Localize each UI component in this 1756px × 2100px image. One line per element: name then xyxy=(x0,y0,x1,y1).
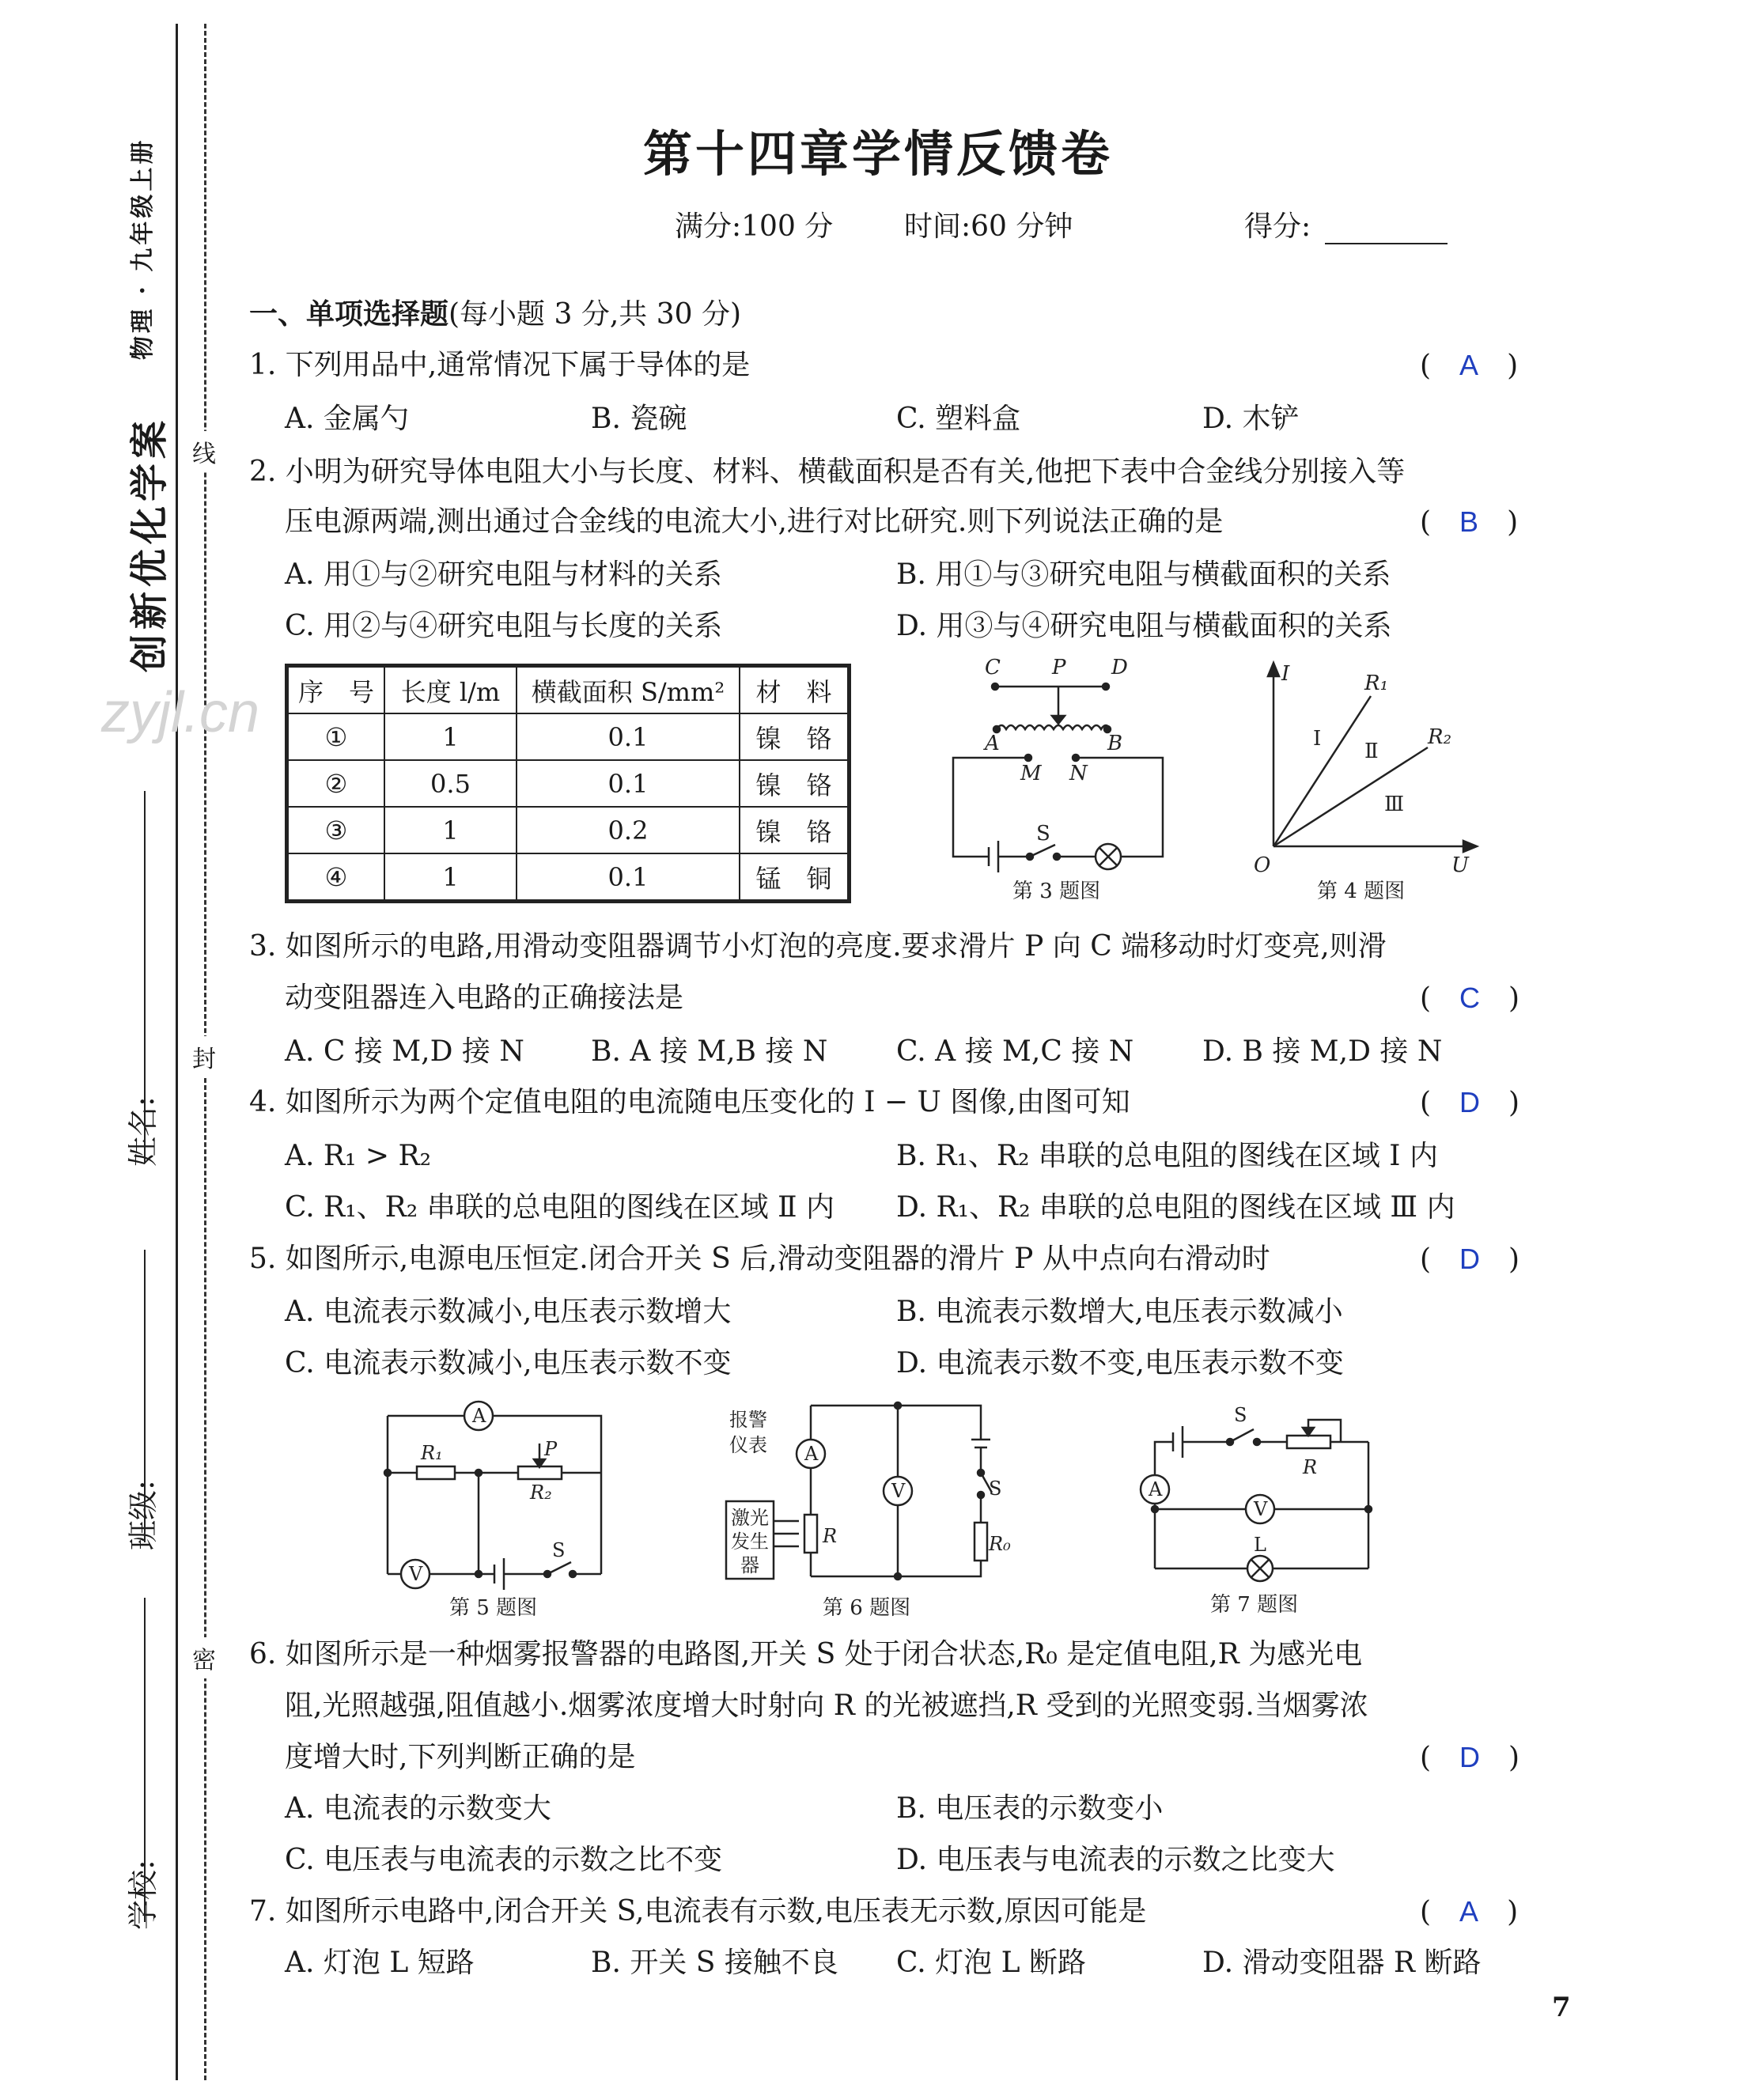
book-title: 物理 · 九年级上册 xyxy=(129,137,157,360)
q3-option-d: D. B 接 M,D 接 N xyxy=(1202,1035,1443,1068)
fig6-switch: S xyxy=(989,1478,1002,1500)
fig5-ammeter: A xyxy=(472,1405,486,1427)
table-cell: 镍 铬 xyxy=(740,713,848,760)
table-cell: 0.1 xyxy=(517,853,740,900)
q4-option-c: C. R₁、R₂ 串联的总电阻的图线在区域 Ⅱ 内 xyxy=(285,1191,835,1224)
fig5-voltmeter: V xyxy=(409,1563,423,1585)
fig5-label-r1: R₁ xyxy=(421,1442,443,1464)
page-number: 7 xyxy=(1552,1992,1571,2023)
q2-option-d: D. 用③与④研究电阻与横截面积的关系 xyxy=(896,610,1392,642)
fig6-circuit xyxy=(720,1396,1011,1594)
fig3-label-c: C xyxy=(985,656,1001,679)
q7-option-b: B. 开关 S 接触不良 xyxy=(591,1947,838,1979)
fig5-circuit xyxy=(372,1396,617,1594)
q7-answer: ( A ) xyxy=(1420,1895,1519,1928)
fig3-label-d: D xyxy=(1111,656,1128,679)
q5-answer: ( D ) xyxy=(1420,1243,1520,1276)
table-cell: 0.1 xyxy=(517,760,740,807)
q6-stem-line3: 度增大时,下列判断正确的是 xyxy=(285,1741,636,1773)
fig4-iu-graph xyxy=(1246,656,1483,878)
fig7-switch: S xyxy=(1234,1404,1247,1426)
fig7-caption: 第 7 题图 xyxy=(1210,1593,1299,1617)
q7-answer-letter: A xyxy=(1459,1895,1479,1928)
fig4-region-1: Ⅰ xyxy=(1313,727,1322,751)
fig4-caption: 第 4 题图 xyxy=(1317,880,1406,903)
score-blank[interactable] xyxy=(1325,243,1448,244)
q1-option-d: D. 木铲 xyxy=(1202,403,1300,435)
q6-option-d: D. 电压表与电流表的示数之比变大 xyxy=(896,1844,1335,1876)
fig3-label-p: P xyxy=(1052,656,1066,679)
fig4-axis-u: U xyxy=(1451,853,1469,877)
q6-answer: ( D ) xyxy=(1420,1741,1520,1774)
section-title: 一、单项选择题 xyxy=(249,297,449,331)
cut-mark-line: 线 xyxy=(192,431,216,472)
q3-stem-line2: 动变阻器连入电路的正确接法是 xyxy=(285,982,684,1014)
q4-answer: ( D ) xyxy=(1420,1086,1520,1119)
q4-answer-letter: D xyxy=(1459,1086,1481,1118)
cut-mark-seal: 封 xyxy=(192,1036,216,1077)
fig6-label-r0: R₀ xyxy=(989,1533,1011,1555)
school-field-label: 学校: xyxy=(126,1860,161,1930)
table-row xyxy=(288,713,848,760)
class-field-blank[interactable] xyxy=(144,1250,146,1542)
q6-option-a: A. 电流表的示数变大 xyxy=(285,1792,551,1825)
fig6-caption: 第 6 题图 xyxy=(823,1596,911,1620)
table-header: 长度 l/m xyxy=(384,667,517,713)
q1-option-b: B. 瓷碗 xyxy=(591,403,687,435)
fig7-circuit xyxy=(1135,1396,1396,1590)
q6-stem-line1: 6. 如图所示是一种烟雾报警器的电路图,开关 S 处于闭合状态,R₀ 是定值电阻,R 为感光电 xyxy=(249,1638,1363,1671)
q3-option-c: C. A 接 M,C 接 N xyxy=(896,1035,1134,1068)
section-heading xyxy=(249,297,741,332)
q1-stem: 1. 下列用品中,通常情况下属于导体的是 xyxy=(249,349,751,381)
q6-option-b: B. 电压表的示数变小 xyxy=(896,1792,1164,1825)
q2-option-a: A. 用①与②研究电阻与材料的关系 xyxy=(285,558,722,591)
q1-answer-letter: A xyxy=(1459,349,1479,381)
q1-option-c: C. 塑料盒 xyxy=(896,403,1021,435)
table-cell: 1 xyxy=(384,713,517,760)
fig3-label-n: N xyxy=(1069,762,1088,785)
q3-option-b: B. A 接 M,B 接 N xyxy=(591,1035,828,1068)
page-title: 第十四章学情反馈卷 xyxy=(642,125,1113,183)
fig4-region-2: Ⅱ xyxy=(1364,740,1379,763)
fig5-switch: S xyxy=(552,1539,566,1561)
q2-answer-letter: B xyxy=(1459,505,1479,538)
exam-time: 时间:60 分钟 xyxy=(904,210,1073,243)
fig3-label-m: M xyxy=(1020,762,1042,785)
fig6-voltmeter: V xyxy=(891,1480,906,1502)
q6-option-c: C. 电压表与电流表的示数之比不变 xyxy=(285,1844,723,1876)
fig6-alarm-label-1: 报警 xyxy=(729,1409,767,1431)
table-cell: 0.2 xyxy=(517,807,740,853)
q5-option-d: D. 电流表示数不变,电压表示数不变 xyxy=(896,1347,1344,1379)
q5-stem: 5. 如图所示,电源电压恒定.闭合开关 S 后,滑动变阻器的滑片 P 从中点向右滑动时 xyxy=(249,1243,1270,1275)
fig7-ammeter: A xyxy=(1149,1478,1163,1500)
fig3-label-b: B xyxy=(1107,732,1123,755)
q2-option-c: C. 用②与④研究电阻与长度的关系 xyxy=(285,610,723,642)
fig4-region-3: Ⅲ xyxy=(1384,793,1405,816)
q7-option-c: C. 灯泡 L 断路 xyxy=(896,1947,1086,1979)
table-row xyxy=(288,807,848,853)
q6-answer-letter: D xyxy=(1459,1741,1481,1773)
q3-answer: ( C ) xyxy=(1420,982,1520,1015)
fig3-circuit xyxy=(941,656,1186,910)
table-header-row xyxy=(288,667,848,713)
name-field-blank[interactable] xyxy=(144,791,146,1163)
q2-stem-line2: 压电源两端,测出通过合金线的电流大小,进行对比研究.则下列说法正确的是 xyxy=(285,505,1224,538)
table-cell: 0.5 xyxy=(384,760,517,807)
table-cell: ② xyxy=(288,760,384,807)
table-cell: 镍 铬 xyxy=(740,807,848,853)
table-cell: 锰 铜 xyxy=(740,853,848,900)
wire-table xyxy=(287,666,849,901)
q4-option-b: B. R₁、R₂ 串联的总电阻的图线在区域 Ⅰ 内 xyxy=(896,1140,1438,1172)
table-header: 材 料 xyxy=(740,667,848,713)
table-cell: ④ xyxy=(288,853,384,900)
fig5-label-r2: R₂ xyxy=(530,1481,552,1504)
q5-option-c: C. 电流表示数减小,电压表示数不变 xyxy=(285,1347,732,1379)
q2-answer: ( B ) xyxy=(1420,505,1519,539)
q7-option-d: D. 滑动变阻器 R 断路 xyxy=(1202,1947,1482,1979)
table-cell: 0.1 xyxy=(517,713,740,760)
q3-stem-line1: 3. 如图所示的电路,用滑动变阻器调节小灯泡的亮度.要求滑片 P 向 C 端移动时灯变亮,则滑 xyxy=(249,930,1387,963)
fig3-label-s: S xyxy=(1036,822,1050,846)
fig7-voltmeter: V xyxy=(1254,1498,1268,1520)
fig6-label-r: R xyxy=(823,1525,838,1547)
fig4-origin: O xyxy=(1254,853,1271,877)
q5-option-a: A. 电流表示数减小,电压表示数增大 xyxy=(285,1296,732,1328)
q3-option-a: A. C 接 M,D 接 N xyxy=(285,1035,524,1068)
fig5-label-p: P xyxy=(544,1438,558,1460)
table-row xyxy=(288,853,848,900)
q1-option-a: A. 金属勺 xyxy=(285,403,409,435)
fig6-laser-2: 发生 xyxy=(731,1531,769,1553)
q7-option-a: A. 灯泡 L 短路 xyxy=(285,1947,475,1979)
fig3-caption: 第 3 题图 xyxy=(1012,880,1101,903)
q1-answer: ( A ) xyxy=(1420,349,1519,382)
q4-stem: 4. 如图所示为两个定值电阻的电流随电压变化的 I − U 图像,由图可知 xyxy=(249,1086,1130,1118)
cut-mark-secret: 密 xyxy=(192,1637,216,1678)
q2-option-b: B. 用①与③研究电阻与横截面积的关系 xyxy=(896,558,1391,591)
fig7-lamp: L xyxy=(1254,1534,1266,1556)
fig6-alarm-label-2: 仪表 xyxy=(729,1434,767,1456)
table-header: 序 号 xyxy=(288,667,384,713)
q3-answer-letter: C xyxy=(1459,982,1481,1014)
binding-solid-line xyxy=(176,24,178,2080)
fig6-ammeter: A xyxy=(804,1443,819,1465)
score-label: 得分: xyxy=(1244,210,1311,243)
fig4-label-r2: R₂ xyxy=(1428,725,1451,749)
q2-stem-line1: 2. 小明为研究导体电阻大小与长度、材料、横截面积是否有关,他把下表中合金线分别接入等 xyxy=(249,456,1406,488)
fig5-caption: 第 5 题图 xyxy=(449,1596,538,1620)
fig4-label-r1: R₁ xyxy=(1364,672,1388,695)
table-row xyxy=(288,760,848,807)
table-cell: 镍 铬 xyxy=(740,760,848,807)
fig4-axis-i: I xyxy=(1281,662,1290,686)
q4-option-a: A. R₁ > R₂ xyxy=(285,1140,432,1172)
full-score: 满分:100 分 xyxy=(675,210,834,243)
class-field-label: 班级: xyxy=(126,1480,161,1550)
q7-stem: 7. 如图所示电路中,闭合开关 S,电流表有示数,电压表无示数,原因可能是 xyxy=(249,1895,1147,1928)
fig7-label-r: R xyxy=(1303,1456,1318,1478)
table-cell: ① xyxy=(288,713,384,760)
watermark: zyjl.cn xyxy=(101,681,260,744)
q5-answer-letter: D xyxy=(1459,1243,1481,1275)
brand-logo: 创新优化学案 xyxy=(127,415,172,672)
q5-option-b: B. 电流表示数增大,电压表示数减小 xyxy=(896,1296,1343,1328)
fig6-laser-3: 器 xyxy=(740,1554,759,1576)
school-field-blank[interactable] xyxy=(144,1598,146,1922)
q4-option-d: D. R₁、R₂ 串联的总电阻的图线在区域 Ⅲ 内 xyxy=(896,1191,1455,1224)
fig3-label-a: A xyxy=(985,732,1000,755)
table-header: 横截面积 S/mm² xyxy=(517,667,740,713)
name-field-label: 姓名: xyxy=(126,1096,161,1167)
table-cell: 1 xyxy=(384,807,517,853)
table-cell: 1 xyxy=(384,853,517,900)
table-cell: ③ xyxy=(288,807,384,853)
section-note: (每小题 3 分,共 30 分) xyxy=(448,298,742,331)
fig6-laser-1: 激光 xyxy=(731,1507,769,1529)
q6-stem-line2: 阻,光照越强,阻值越小.烟雾浓度增大时射向 R 的光被遮挡,R 受到的光照变弱.当烟雾浓 xyxy=(285,1689,1368,1722)
